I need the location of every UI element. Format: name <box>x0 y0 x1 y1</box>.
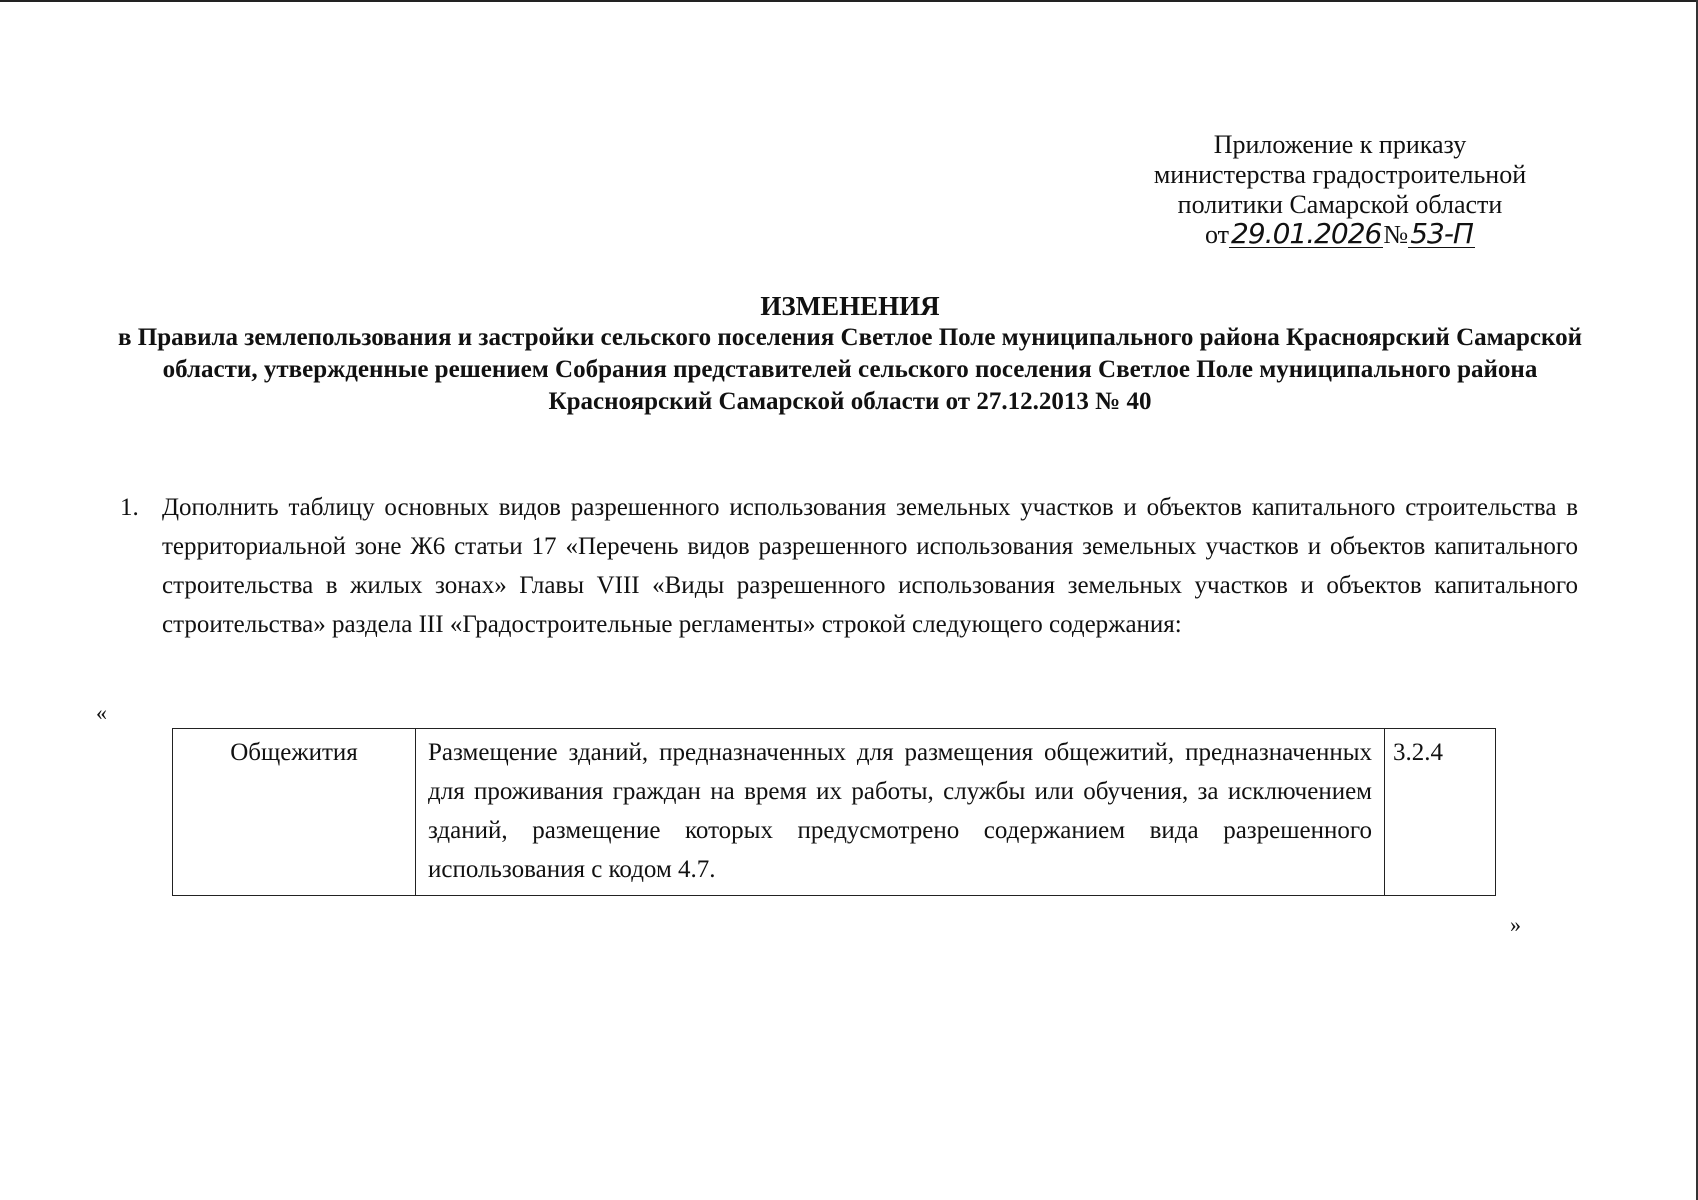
closing-quote: » <box>1510 912 1521 937</box>
appendix-line-2: министерства градостроительной <box>1153 160 1527 189</box>
opening-quote: « <box>96 700 107 725</box>
document-subtitle: в Правила землепользования и застройки сельского поселения Светлое Поле муниципального района Красноярский Самарской области, утвержденные решением Собрания представителей сельского поселения Светлое Поле муниципального района Красноярский Самарской области от 27.12.2013 № 40 <box>118 324 1582 415</box>
date-prefix: от <box>1205 220 1230 249</box>
scan-border-top <box>0 0 1698 2</box>
appendix-line-3: политики Самарской области <box>1177 190 1503 219</box>
table-cell-description: Размещение зданий, предназначенных для размещения общежитий, предназначенных для проживания граждан на время их работы, службы или обучения, за исключением зданий, размещение которых предусмотрено содержанием вида разрешенного использования с кодом 4.7. <box>416 729 1385 896</box>
document-title: ИЗМЕНЕНИЯ <box>760 291 940 321</box>
land-use-table <box>172 728 1496 896</box>
table-cell-use-name: Общежития <box>173 729 416 896</box>
item-number: 1. <box>120 494 139 521</box>
number-prefix: № <box>1383 220 1409 249</box>
handwritten-number: 53-П <box>1410 217 1473 250</box>
handwritten-date: 29.01.2026 <box>1231 217 1382 250</box>
appendix-date-row <box>1100 217 1580 250</box>
item-text: Дополнить таблицу основных видов разрешенного использования земельных участков и объектов капитального строительства в территориальной зоне Ж6 статьи 17 «Перечень видов разрешенного использования земельных участков и объектов капитального строительства в жилых зонах» Главы VIII «Виды разрешенного использования земельных участков и объектов капитального строительства» раздела III «Градостроительные регламенты» строкой следующего содержания: <box>162 494 1578 638</box>
document-heading <box>110 290 1590 418</box>
appendix-line-1: Приложение к приказу <box>1213 130 1467 159</box>
appendix-header <box>1100 130 1580 250</box>
table-row <box>173 729 1496 896</box>
table-cell-code: 3.2.4 <box>1385 729 1496 896</box>
amendment-item-1 <box>120 488 1578 644</box>
